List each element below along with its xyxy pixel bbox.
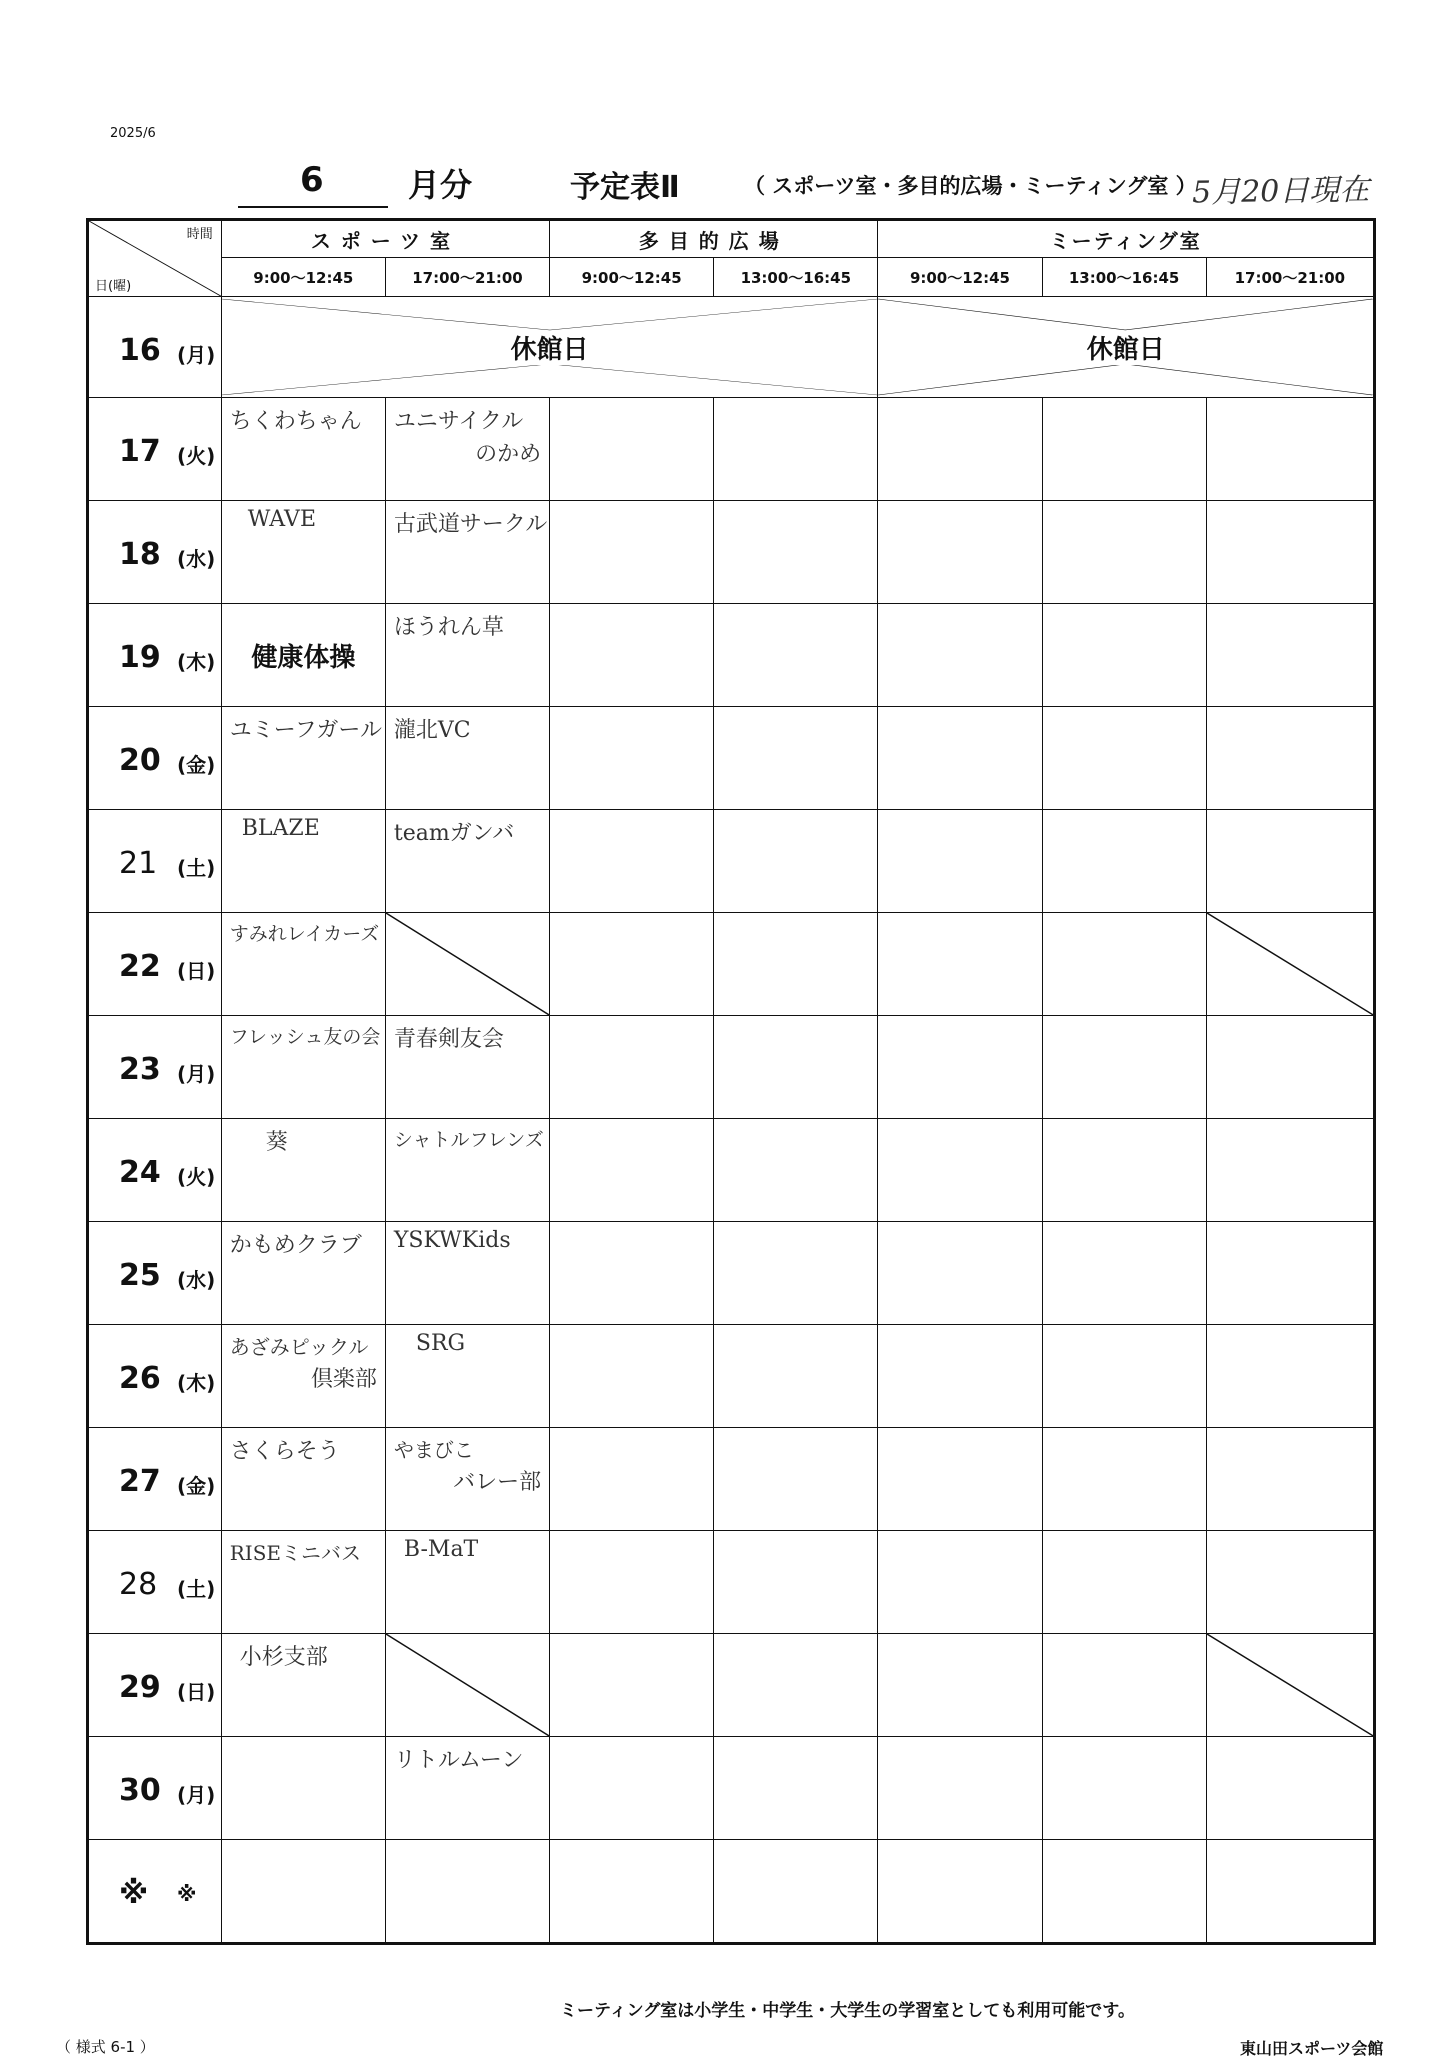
booking-sports-am	[221, 604, 385, 707]
day-cell	[88, 1531, 222, 1634]
empty-slot	[878, 913, 1042, 1016]
day-cell	[88, 1119, 222, 1222]
unavailable-slot	[1206, 1634, 1374, 1737]
empty-slot	[714, 398, 878, 501]
booking-text: あざみピックル	[229, 1335, 369, 1359]
empty-slot	[878, 398, 1042, 501]
empty-slot	[878, 707, 1042, 810]
empty-slot	[714, 1428, 878, 1531]
empty-slot	[550, 1531, 714, 1634]
empty-slot	[1042, 1222, 1206, 1325]
booking-text-line2: 倶楽部	[310, 1367, 377, 1392]
booking-sports-pm	[385, 1428, 549, 1531]
day-row-21	[88, 810, 1375, 913]
booking-text: YSKWKids	[393, 1228, 511, 1253]
schedule-title: 予定表Ⅱ	[570, 170, 680, 205]
empty-slot	[1206, 398, 1374, 501]
booking-text: WAVE	[247, 507, 317, 532]
day-row-22	[88, 913, 1375, 1016]
booking-text: 葵	[265, 1130, 288, 1155]
weekday: (木)	[177, 650, 216, 674]
slot-plaza-pm: 13:00〜16:45	[714, 258, 878, 297]
empty-slot	[1206, 707, 1374, 810]
empty-slot	[714, 1119, 878, 1222]
booking-sports-pm	[385, 1531, 549, 1634]
empty-slot	[714, 1016, 878, 1119]
booking-sports-am	[221, 1222, 385, 1325]
empty-slot	[1206, 1222, 1374, 1325]
empty-slot	[550, 1325, 714, 1428]
day-number: 19	[119, 640, 161, 675]
month-label: 月分	[408, 166, 473, 204]
weekday: (木)	[177, 1371, 216, 1395]
booking-text: ちくわちゃん	[229, 409, 362, 434]
empty-slot	[550, 1222, 714, 1325]
closed-label: 休館日	[499, 335, 601, 365]
slot-header-row	[88, 258, 1375, 297]
day-number: 25	[119, 1258, 161, 1293]
month-underline	[238, 206, 388, 208]
empty-slot	[1042, 398, 1206, 501]
empty-slot	[878, 501, 1042, 604]
day-row-27	[88, 1428, 1375, 1531]
weekday: (月)	[177, 1783, 216, 1807]
weekday: (月)	[177, 343, 216, 367]
slot-meeting-mid: 13:00〜16:45	[1042, 258, 1206, 297]
day-row-19	[88, 604, 1375, 707]
day-number: 22	[119, 949, 161, 984]
room-header-row	[88, 220, 1375, 258]
meeting-room-note: ミーティング室は小学生・中学生・大学生の学習室としても利用可能です。	[560, 2001, 1135, 2021]
day-row-30	[88, 1737, 1375, 1840]
day-row-23	[88, 1016, 1375, 1119]
booking-text: ユニサイクル	[393, 409, 524, 434]
day-cell	[88, 1840, 222, 1944]
empty-slot	[221, 1840, 385, 1944]
slot-meeting-pm: 17:00〜21:00	[1206, 258, 1374, 297]
day-number: 29	[119, 1670, 161, 1705]
booking-sports-am	[221, 1428, 385, 1531]
booking-text: 青春剣友会	[393, 1027, 504, 1052]
day-row-note	[88, 1840, 1375, 1944]
weekday: (土)	[177, 856, 216, 880]
empty-slot	[1206, 1840, 1374, 1944]
empty-slot	[714, 707, 878, 810]
booking-sports-am	[221, 398, 385, 501]
booking-sports-pm	[385, 1325, 549, 1428]
booking-text: RISEミニバス	[229, 1541, 362, 1565]
booking-text: BLAZE	[241, 816, 320, 841]
booking-sports-am	[221, 1737, 385, 1840]
empty-slot	[878, 1119, 1042, 1222]
empty-slot	[714, 604, 878, 707]
form-number: （ 様式 6-1 ）	[56, 2038, 155, 2056]
venue-name: 東山田スポーツ会館	[1240, 2039, 1384, 2058]
booking-sports-am	[221, 1531, 385, 1634]
booking-sports-am	[221, 913, 385, 1016]
empty-slot	[550, 810, 714, 913]
day-cell	[88, 810, 222, 913]
booking-text-line2: バレー部	[453, 1470, 542, 1495]
empty-slot	[1206, 1016, 1374, 1119]
booking-text: さくらそう	[229, 1439, 340, 1464]
booking-text: 健康体操	[251, 641, 356, 672]
day-number: 16	[119, 333, 161, 368]
empty-slot	[385, 1840, 549, 1944]
closed-meeting	[878, 297, 1375, 398]
unavailable-slash	[1207, 1634, 1373, 1736]
empty-slot	[714, 810, 878, 913]
empty-slot	[550, 1634, 714, 1737]
slot-meeting-am: 9:00〜12:45	[878, 258, 1042, 297]
booking-text: リトルムーン	[393, 1748, 524, 1773]
weekday: (水)	[177, 547, 216, 571]
day-cell	[88, 297, 222, 398]
weekday: (日)	[177, 959, 216, 983]
booking-text: teamガンバ	[393, 821, 515, 846]
empty-slot	[1042, 707, 1206, 810]
empty-slot	[550, 913, 714, 1016]
booking-sports-pm	[385, 707, 549, 810]
empty-slot	[1042, 913, 1206, 1016]
empty-slot	[1206, 810, 1374, 913]
booking-sports-pm	[385, 1222, 549, 1325]
booking-text: SRG	[415, 1331, 466, 1356]
booking-text: 瀧北VC	[393, 718, 471, 743]
booking-text: すみれレイカーズ	[229, 923, 380, 945]
day-cell	[88, 1325, 222, 1428]
empty-slot	[714, 1634, 878, 1737]
booking-sports-am	[221, 501, 385, 604]
weekday: (水)	[177, 1268, 216, 1292]
empty-slot	[714, 501, 878, 604]
empty-slot	[1042, 810, 1206, 913]
day-number: 17	[119, 434, 161, 469]
empty-slot	[1042, 1531, 1206, 1634]
empty-slot	[1042, 1737, 1206, 1840]
day-number: 27	[119, 1464, 161, 1499]
empty-slot	[878, 1222, 1042, 1325]
room-header-sports: スポーツ室	[221, 220, 549, 258]
booking-sports-pm	[385, 604, 549, 707]
day-cell	[88, 707, 222, 810]
corner-header	[88, 220, 222, 297]
day-row-17	[88, 398, 1375, 501]
unavailable-slot	[1206, 913, 1374, 1016]
unavailable-slot	[385, 1634, 549, 1737]
room-header-meeting: ミーティング室	[878, 220, 1375, 258]
day-number: 26	[119, 1361, 161, 1396]
booking-sports-pm	[385, 1737, 549, 1840]
empty-slot	[550, 1016, 714, 1119]
empty-slot	[878, 1325, 1042, 1428]
empty-slot	[1206, 501, 1374, 604]
day-row-28	[88, 1531, 1375, 1634]
booking-sports-am	[221, 1016, 385, 1119]
booking-text	[222, 1737, 385, 1743]
empty-slot	[550, 1119, 714, 1222]
day-row-29	[88, 1634, 1375, 1737]
day-row-18	[88, 501, 1375, 604]
day-cell	[88, 398, 222, 501]
booking-text: B-MaT	[403, 1537, 479, 1562]
month-number: 6	[300, 160, 324, 200]
day-row-20	[88, 707, 1375, 810]
note-mark: ※	[119, 1876, 149, 1911]
slot-sports-am: 9:00〜12:45	[221, 258, 385, 297]
booking-text: 古武道サークル	[393, 512, 548, 537]
booking-sports-pm	[385, 1016, 549, 1119]
booking-sports-am	[221, 1634, 385, 1737]
booking-text: 小杉支部	[239, 1645, 328, 1670]
room-header-plaza: 多目的広場	[550, 220, 878, 258]
empty-slot	[550, 398, 714, 501]
day-number: 23	[119, 1052, 161, 1087]
empty-slot	[714, 1325, 878, 1428]
day-cell	[88, 1634, 222, 1737]
day-cell	[88, 913, 222, 1016]
time-label: 時間	[186, 227, 213, 242]
day-row-25	[88, 1222, 1375, 1325]
day-number: 21	[119, 846, 158, 881]
closed-sports-plaza	[221, 297, 878, 398]
weekday: (土)	[177, 1577, 216, 1601]
empty-slot	[714, 1737, 878, 1840]
slot-plaza-am: 9:00〜12:45	[550, 258, 714, 297]
day-number: 24	[119, 1155, 161, 1190]
day-label: 日(曜)	[95, 279, 132, 294]
document-date: 2025/6	[110, 126, 156, 141]
day-number: 18	[119, 537, 161, 572]
empty-slot	[1206, 1325, 1374, 1428]
day-number: 28	[119, 1567, 158, 1602]
empty-slot	[878, 1531, 1042, 1634]
weekday: (日)	[177, 1680, 216, 1704]
empty-slot	[878, 1634, 1042, 1737]
empty-slot	[1042, 604, 1206, 707]
closed-label: 休館日	[1075, 335, 1177, 365]
empty-slot	[1042, 1840, 1206, 1944]
empty-slot	[550, 501, 714, 604]
day-cell	[88, 501, 222, 604]
unavailable-slash	[1207, 913, 1373, 1015]
empty-slot	[550, 1428, 714, 1531]
booking-text: やまびこ	[393, 1438, 474, 1462]
booking-sports-pm	[385, 501, 549, 604]
weekday: (金)	[177, 753, 216, 777]
day-row-16	[88, 297, 1375, 398]
day-cell	[88, 1737, 222, 1840]
booking-sports-pm	[385, 1119, 549, 1222]
empty-slot	[1206, 1531, 1374, 1634]
empty-slot	[1042, 1119, 1206, 1222]
weekday: (金)	[177, 1474, 216, 1498]
day-number: 20	[119, 743, 161, 778]
empty-slot	[878, 1737, 1042, 1840]
empty-slot	[878, 1840, 1042, 1944]
booking-text: ユミーフガール	[229, 718, 382, 743]
booking-sports-am	[221, 1119, 385, 1222]
booking-text: ほうれん草	[393, 615, 504, 640]
day-number: 30	[119, 1773, 161, 1808]
empty-slot	[550, 1840, 714, 1944]
schedule-table	[86, 218, 1376, 1945]
empty-slot	[1042, 1428, 1206, 1531]
empty-slot	[878, 1016, 1042, 1119]
unavailable-slash	[386, 913, 549, 1015]
day-row-26	[88, 1325, 1375, 1428]
empty-slot	[1042, 1016, 1206, 1119]
handwritten-status-note: 5月20日現在	[1191, 172, 1370, 211]
booking-sports-am	[221, 707, 385, 810]
empty-slot	[878, 810, 1042, 913]
slot-sports-pm: 17:00〜21:00	[385, 258, 549, 297]
empty-slot	[714, 1840, 878, 1944]
note-mark-small: ※	[177, 1882, 197, 1906]
facilities-note: （ スポーツ室・多目的広場・ミーティング室 ）	[744, 174, 1197, 198]
booking-sports-am	[221, 1325, 385, 1428]
empty-slot	[878, 1428, 1042, 1531]
empty-slot	[1206, 1428, 1374, 1531]
empty-slot	[1042, 501, 1206, 604]
empty-slot	[550, 604, 714, 707]
empty-slot	[1206, 1119, 1374, 1222]
empty-slot	[1206, 1737, 1374, 1840]
booking-sports-pm	[385, 398, 549, 501]
day-cell	[88, 604, 222, 707]
empty-slot	[714, 1222, 878, 1325]
weekday: (火)	[177, 1165, 216, 1189]
empty-slot	[714, 1531, 878, 1634]
booking-text: フレッシュ友の会	[229, 1026, 381, 1048]
weekday: (月)	[177, 1062, 216, 1086]
booking-text-line2: のかめ	[475, 442, 542, 467]
day-row-24	[88, 1119, 1375, 1222]
unavailable-slash	[386, 1634, 549, 1736]
booking-text: かもめクラブ	[229, 1233, 362, 1258]
empty-slot	[714, 913, 878, 1016]
empty-slot	[1042, 1325, 1206, 1428]
empty-slot	[550, 707, 714, 810]
day-cell	[88, 1428, 222, 1531]
booking-sports-am	[221, 810, 385, 913]
empty-slot	[550, 1737, 714, 1840]
booking-sports-pm	[385, 810, 549, 913]
day-cell	[88, 1222, 222, 1325]
unavailable-slot	[385, 913, 549, 1016]
day-cell	[88, 1016, 222, 1119]
booking-text: シャトルフレンズ	[393, 1129, 544, 1151]
empty-slot	[1206, 604, 1374, 707]
empty-slot	[878, 604, 1042, 707]
weekday: (火)	[177, 444, 216, 468]
empty-slot	[1042, 1634, 1206, 1737]
